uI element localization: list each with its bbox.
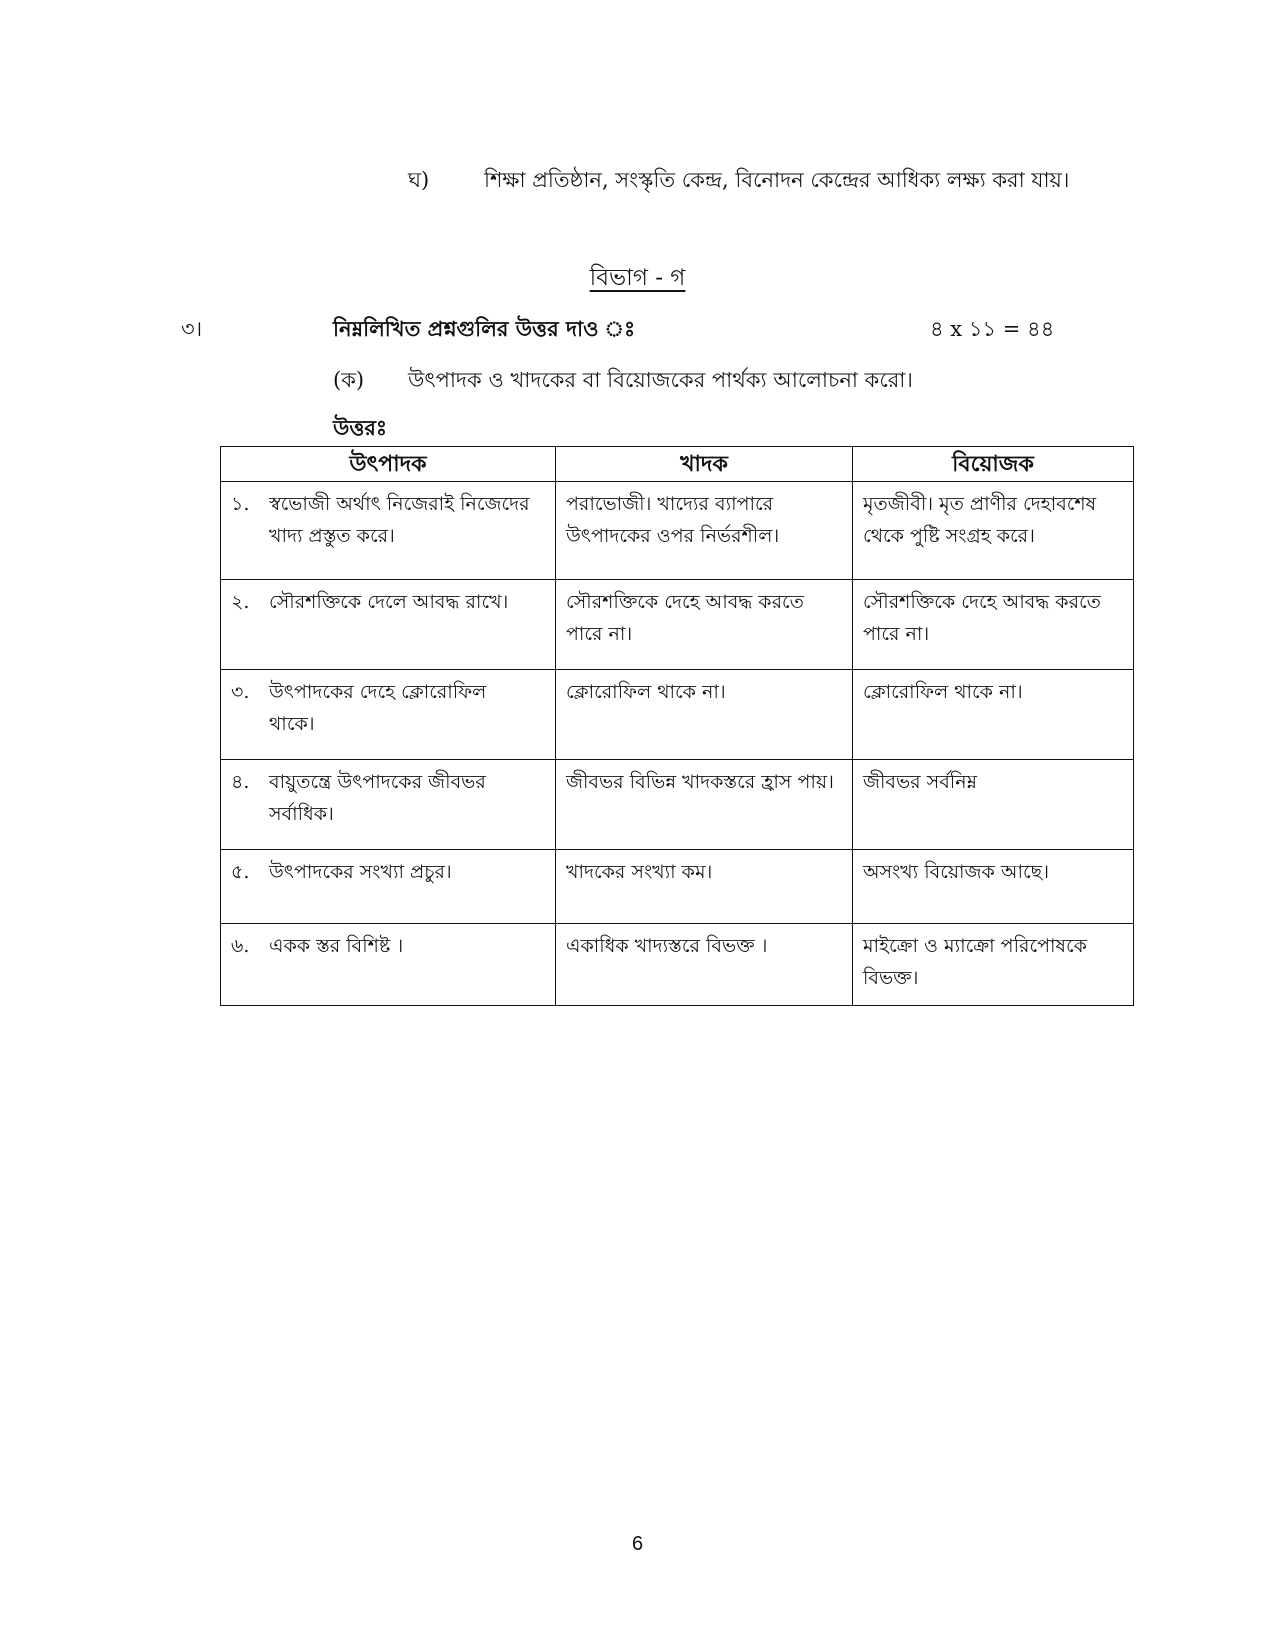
- row-number: ৪.: [231, 771, 250, 793]
- decomposer-cell: মাইক্রো ও ম্যাক্রো পরিপোষকে বিভক্ত।: [853, 924, 1134, 1006]
- table-row: [221, 760, 1134, 850]
- producer-text: স্বভোজী অর্থাৎ নিজেরাই নিজেদের খাদ্য প্রস্তুত করে।: [269, 493, 530, 547]
- row-number: ৫.: [231, 861, 250, 883]
- table-row: [221, 580, 1134, 670]
- row-number: ৩.: [231, 681, 250, 703]
- producer-cell: [221, 850, 556, 924]
- decomposer-cell: ক্লোরোফিল থাকে না।: [853, 670, 1134, 760]
- table-row: [221, 482, 1134, 580]
- answer-label: উত্তরঃ: [333, 415, 388, 440]
- producer-text: উৎপাদকের দেহে ক্লোরোফিল থাকে।: [269, 681, 487, 735]
- page-number: 6: [631, 1533, 644, 1555]
- question-instruction: নিম্নলিখিত প্রশ্নগুলির উত্তর দাও ঃ: [333, 316, 636, 341]
- producer-text: একক স্তর বিশিষ্ট ।: [269, 935, 404, 957]
- consumer-cell: খাদকের সংখ্যা কম।: [556, 850, 853, 924]
- header-decomposer: বিয়োজক: [853, 447, 1134, 482]
- producer-text: সৌরশক্তিকে দেলে আবদ্ধ রাখে।: [269, 591, 509, 613]
- section-title: [0, 262, 1275, 294]
- sub-question-label: (ক): [333, 368, 365, 392]
- producer-cell: [221, 482, 556, 580]
- table-row: [221, 850, 1134, 924]
- table-row: [221, 670, 1134, 760]
- consumer-cell: জীবভর বিভিন্ন খাদকস্তরে হ্রাস পায়।: [556, 760, 853, 850]
- consumer-cell: একাধিক খাদ্যস্তরে বিভক্ত ।: [556, 924, 853, 1006]
- table-header-row: [221, 447, 1134, 482]
- question-number: ৩।: [181, 317, 203, 341]
- header-consumer: খাদক: [556, 447, 853, 482]
- question-marks: ৪ x ১১ = ৪৪: [930, 317, 1055, 341]
- section-title-text: বিভাগ - গ: [589, 265, 686, 291]
- consumer-cell: ক্লোরোফিল থাকে না।: [556, 670, 853, 760]
- header-producer: উৎপাদক: [221, 447, 556, 482]
- producer-cell: [221, 670, 556, 760]
- producer-cell: [221, 924, 556, 1006]
- producer-cell: [221, 580, 556, 670]
- row-number: ২.: [231, 591, 250, 613]
- consumer-cell: পরাভোজী। খাদ্যের ব্যাপারে উৎপাদকের ওপর নির্ভরশীল।: [556, 482, 853, 580]
- producer-cell: [221, 760, 556, 850]
- decomposer-cell: অসংখ্য বিয়োজক আছে।: [853, 850, 1134, 924]
- point-gha-label: ঘ): [408, 168, 430, 192]
- decomposer-cell: সৌরশক্তিকে দেহে আবদ্ধ করতে পারে না।: [853, 580, 1134, 670]
- comparison-table: [220, 446, 1134, 1006]
- consumer-cell: সৌরশক্তিকে দেহে আবদ্ধ করতে পারে না।: [556, 580, 853, 670]
- row-number: ১.: [231, 493, 250, 515]
- sub-question-text: উৎপাদক ও খাদকের বা বিয়োজকের পার্থক্য আলোচনা করো।: [408, 368, 913, 392]
- row-number: ৬.: [231, 935, 250, 957]
- producer-text: বায়ুতন্ত্রে উৎপাদকের জীবভর সর্বাধিক।: [269, 771, 486, 825]
- decomposer-cell: মৃতজীবী। মৃত প্রাণীর দেহাবশেষ থেকে পুষ্টি সংগ্রহ করে।: [853, 482, 1134, 580]
- producer-text: উৎপাদকের সংখ্যা প্রচুর।: [269, 861, 452, 883]
- decomposer-cell: জীবভর সর্বনিম্ন: [853, 760, 1134, 850]
- point-gha-text: শিক্ষা প্রতিষ্ঠান, সংস্কৃতি কেন্দ্র, বিনোদন কেন্দ্রের আধিক্য লক্ষ্য করা যায়।: [484, 168, 1070, 192]
- table-row: [221, 924, 1134, 1006]
